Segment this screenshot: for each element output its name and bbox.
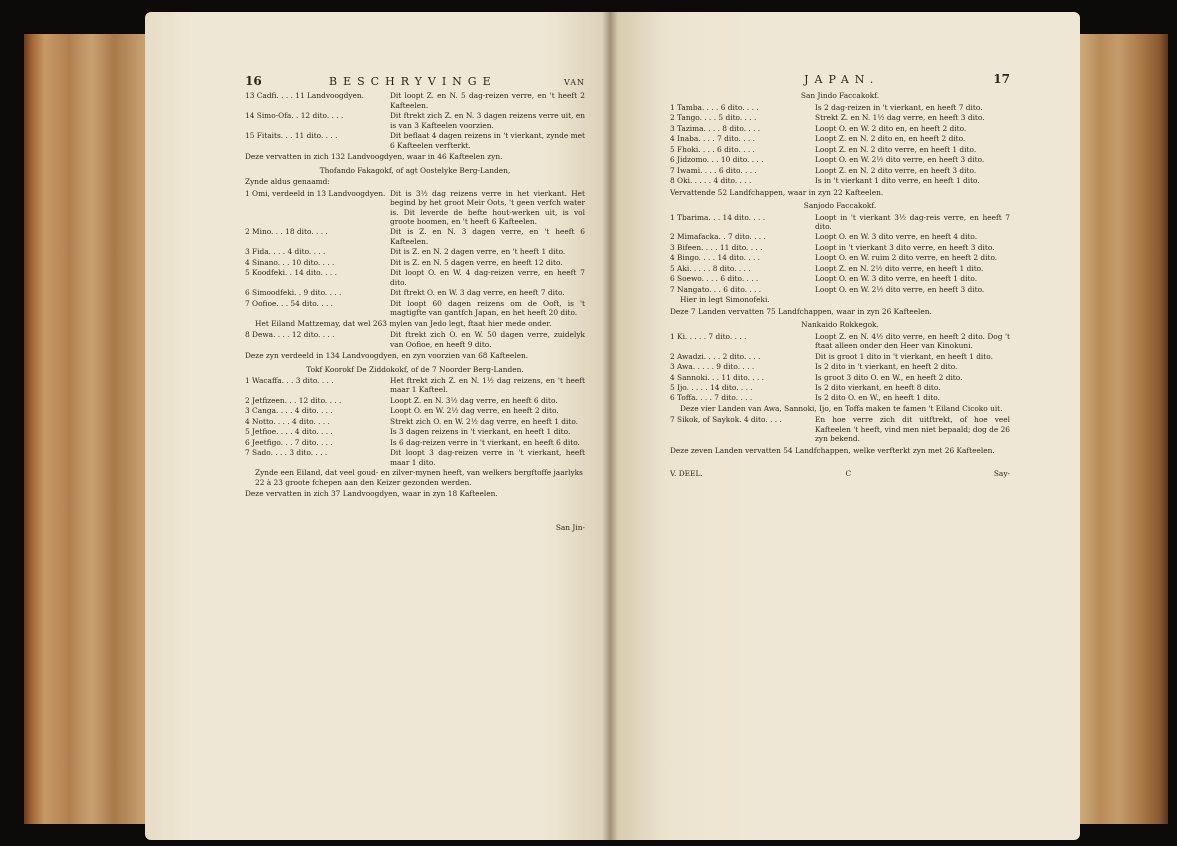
- entry-description: Loopt O. en W. 2 dito en, en heeft 2 dito.: [815, 123, 967, 133]
- entry-row: [670, 145, 1010, 154]
- entry-name: 13 Cadfi. . . . 11 Landvoogdyen.: [245, 91, 365, 101]
- entry-row: [670, 166, 1010, 175]
- entry-name: 2 Mimafacka. . 7 dito. . . .: [670, 232, 766, 242]
- entry-row: [245, 227, 585, 246]
- entry-description: Loopt Z. en N. 2 dito verre, en heeft 3 dito.: [815, 165, 977, 175]
- entry-description: Is 2 dito in 't vierkant, en heeft 2 dito.: [815, 362, 958, 372]
- entry-name: 8 Dewa. . . . 12 dito. . . .: [245, 330, 335, 340]
- entry-row: [670, 134, 1010, 143]
- running-head-van: VAN: [563, 78, 585, 87]
- entry-note: Deze vier Landen van Awa, Sannoki, Ijo, en Toffa maken te famen 't Eiland Cicoko uit.: [680, 403, 1003, 413]
- entry-list: [670, 213, 1010, 295]
- entry-row: [245, 448, 585, 467]
- entry-name: 4 Bingo. . . . 14 dito. . . .: [670, 253, 761, 263]
- entry-row: [245, 299, 585, 318]
- section-heading: Sanjodo Faccakokf.: [803, 201, 877, 211]
- entry-row: [245, 438, 585, 447]
- entry-row: [670, 383, 1010, 392]
- entry-list: [670, 103, 1010, 186]
- entry-description: Loopt O. en W. 2½ dag verre, en heeft 2 dito.: [390, 406, 559, 416]
- entry-name: 6 Jeetfigo. . . 7 dito. . . .: [245, 437, 333, 447]
- entry-description: Loopt O. en W. 3 dito verre, en heeft 4 dito.: [815, 232, 978, 242]
- entry-list: [245, 189, 585, 318]
- entry-row: [670, 253, 1010, 262]
- entry-row: [670, 415, 1010, 443]
- entry-row: [245, 427, 585, 436]
- open-book: [20, 12, 1168, 840]
- entry-description: Loopt Z. en N. 3½ dag verre, en heeft 6 dito.: [390, 395, 558, 405]
- entry-description: Dit ftrekt zich Z. en N. 3 dagen reizens verre uit, en is van 3 Kafteelen voorzien.: [390, 111, 585, 130]
- entry-description: Het ftrekt zich Z. en N. 1½ dag reizens, en 't heeft maar 1 Kafteel.: [390, 376, 585, 395]
- book-gutter: [602, 12, 618, 840]
- entry-name: 6 Jidzomo. . . 10 dito. . . .: [670, 155, 764, 165]
- entry-row: [245, 189, 585, 227]
- entry-description: Dit ftrekt zich O. en W. 50 dagen verre, zuidelyk van Oofioe, en heeft 9 dito.: [390, 330, 585, 349]
- entry-description: Loopt Z. en N. 2 dito en, en heeft 2 dito.: [815, 134, 966, 144]
- entry-name: 1 Tbarima. . . 14 dito. . . .: [670, 212, 766, 222]
- entry-name: 15 Fitaits. . . 11 dito. . . .: [245, 131, 338, 141]
- entry-row: [670, 232, 1010, 241]
- entry-list: [245, 330, 585, 349]
- entry-name: 6 Soewo. . . . 6 dito. . . .: [670, 274, 759, 284]
- left-page: [145, 12, 615, 840]
- section-heading: Thofando Fakagokf, of agt Oostelyke Berg-Landen,: [319, 165, 511, 175]
- entry-row: [245, 258, 585, 267]
- entry-name: 1 Ki. . . . . 7 dito. . . .: [670, 331, 747, 341]
- entry-row: [670, 124, 1010, 133]
- running-head-left: [245, 74, 585, 89]
- entry-row: [670, 352, 1010, 361]
- entry-row: [245, 417, 585, 426]
- entry-description: Dit beflaat 4 dagen reizens in 't vierkant, zynde met 6 Kafteelen verfterkt.: [390, 131, 585, 150]
- entry-description: Dit loopt 60 dagen reizens om de Ooft, is 't magtigfte van gantfch Japan, en het heeft 20 dito.: [390, 298, 585, 318]
- entry-row: [670, 213, 1010, 232]
- entry-name: 4 Sinano. . . 10 dito. . . .: [245, 257, 335, 267]
- entry-row: [670, 362, 1010, 371]
- entry-name: 2 Awadzi. . . . 2 dito. . . .: [670, 351, 761, 361]
- catchword: Say-: [993, 469, 1010, 479]
- entry-row: [670, 274, 1010, 283]
- entry-name: 14 Simo-Ofa. . 12 dito. . . .: [245, 111, 344, 121]
- entry-description: Loopt Z. en N. 2½ dito verre, en heeft 1 dito.: [815, 263, 984, 273]
- entry-description: Is 2 dag-reizen in 't vierkant, en heeft 7 dito.: [815, 102, 983, 112]
- entry-row: [670, 373, 1010, 382]
- entry-description: Loopt O. en W. 2½ dito verre, en heeft 3 dito.: [815, 155, 985, 165]
- summary: Deze vervatten in zich 132 Landvoogdyen, waar in 46 Kafteelen zyn.: [245, 152, 503, 162]
- entry-description: Is 2 dito O. en W., en heeft 1 dito.: [815, 393, 940, 403]
- entry-description: Loopt Z. en N. 2 dito verre, en heeft 1 dito.: [815, 144, 977, 154]
- right-page-text: [670, 72, 1010, 479]
- page-footer: [670, 469, 1010, 478]
- entry-name: 2 Mino. . . 18 dito. . . .: [245, 227, 328, 237]
- entry-description: Is 6 dag-reizen verre in 't vierkant, en heeft 6 dito.: [390, 437, 580, 447]
- entry-name: 5 Jetfioe. . . . 4 dito. . . .: [245, 427, 333, 437]
- entry-name: 6 Simoodfeki. . 9 dito. . . .: [245, 288, 342, 298]
- entry-list: [670, 415, 1010, 443]
- gathering-signature: C: [845, 469, 852, 479]
- entry-row: [670, 103, 1010, 112]
- section-heading: San Jindo Faccakokf.: [800, 91, 880, 101]
- entry-description: Dit ftrekt O. en W. 3 dag verre, en heeft 7 dito.: [390, 288, 565, 298]
- entry-description: Dit is 3½ dag reizens verre in het vierkant. Het begind by het groot Meir Oots, 't geen verfch water is. Dit leverde de befte hout-werken uit, is vol groote boomen, en 't heeft 6 Kafteelen.: [390, 188, 585, 226]
- entry-name: 7 Sikok, of Saykok. 4 dito. . . .: [670, 415, 782, 425]
- entry-description: Loopt in 't vierkant 3½ dag-reis verre, en heeft 7 dito.: [815, 212, 1010, 231]
- left-page-text: [245, 74, 585, 532]
- entry-name: 3 Bifeen. . . . 11 dito. . . .: [670, 242, 763, 252]
- section-intro: Zynde aldus genaamd:: [245, 177, 330, 187]
- entry-row: [245, 131, 585, 150]
- entry-name: 1 Wacaffa. . . 3 dito. . . .: [245, 376, 334, 386]
- right-page-edges: [1078, 34, 1168, 824]
- entry-description: Strekt zich O. en W. 2½ dag verre, en heeft 1 dito.: [390, 416, 579, 426]
- running-head-title: BESCHRYVINGE: [329, 75, 497, 88]
- entry-description: Dit loopt O. en W. 4 dag-reizen verre, en heeft 7 dito.: [390, 268, 585, 287]
- entry-list: [245, 91, 585, 150]
- entry-description: Loopt O. en W. ruim 2 dito verre, en heeft 2 dito.: [815, 253, 998, 263]
- entry-name: 5 Ijo. . . . . 14 dito. . . .: [670, 383, 753, 393]
- entry-name: 8 Oki. . . . . 4 dito. . . .: [670, 176, 752, 186]
- entry-description: Strekt Z. en N. 1½ dag verre, en heeft 3 dito.: [815, 113, 985, 123]
- entry-name: 7 Nangato. . . 6 dito. . . .: [670, 284, 762, 294]
- entry-row: [670, 243, 1010, 252]
- entry-row: [245, 247, 585, 256]
- entry-name: 5 Fhoki. . . . 6 dito. . . .: [670, 144, 755, 154]
- entry-description: Dit is Z. en N. 3 dagen verre, en 't heeft 6 Kafteelen.: [390, 227, 585, 246]
- entry-name: 3 Canga. . . . 4 dito. . . .: [245, 406, 333, 416]
- entry-description: Loopt in 't vierkant 3 dito verre, en heeft 3 dito.: [815, 242, 995, 252]
- entry-description: Dit is groot 1 dito in 't vierkant, en heeft 1 dito.: [815, 351, 993, 361]
- page-number: 17: [993, 72, 1010, 86]
- summary: Deze zeven Landen vervatten 54 Landfchappen, welke verfterkt zyn met 26 Kafteelen.: [670, 445, 995, 455]
- entry-name: 1 Tamba. . . . 6 dito. . . .: [670, 102, 759, 112]
- entry-description: Is 3 dagen reizens in 't vierkant, en heeft 1 dito.: [390, 427, 571, 437]
- entry-row: [670, 155, 1010, 164]
- entry-list: [670, 332, 1010, 403]
- running-head-right: [670, 72, 1010, 87]
- entry-name: 7 Iwami. . . . 6 dito. . . .: [670, 165, 757, 175]
- entry-name: 6 Toffa. . . . 7 dito. . . .: [670, 393, 753, 403]
- entry-name: 4 Sannoki. . . 11 dito. . . .: [670, 372, 765, 382]
- entry-name: 1 Omi, verdeeld in 13 Landvoogdyen.: [245, 188, 386, 198]
- entry-description: Dit loopt Z. en N. 5 dag-reizen verre, en 't heeft 2 Kafteelen.: [390, 91, 585, 110]
- entry-description: Loopt O. en W. 3 dito verre, en heeft 1 dito.: [815, 274, 978, 284]
- entry-name: 4 Inaba. . . . 7 dito. . . .: [670, 134, 755, 144]
- entry-description: Dit loopt 3 dag-reizen verre in 't vierkant, heeft maar 1 dito.: [390, 448, 585, 467]
- entry-row: [245, 91, 585, 110]
- section-heading: Nankaido Rokkegok.: [801, 320, 879, 330]
- entry-row: [670, 332, 1010, 351]
- entry-name: 5 Koodfeki. . 14 dito. . . .: [245, 268, 337, 278]
- entry-row: [670, 176, 1010, 185]
- entry-row: [245, 376, 585, 395]
- entry-description: Dit is Z. en N. 5 dagen verre, en heeft 12 dito.: [390, 257, 563, 267]
- entry-name: 2 Tango. . . . 5 dito. . . .: [670, 113, 757, 123]
- entry-row: [245, 330, 585, 349]
- entry-row: [245, 406, 585, 415]
- summary: Deze zyn verdeeld in 134 Landvoogdyen, en zyn voorzien van 68 Kafteelen.: [245, 351, 529, 361]
- entry-name: 4 Notto. . . . 4 dito. . . .: [245, 416, 330, 426]
- entry-name: 3 Awa. . . . . 9 dito. . . .: [670, 362, 755, 372]
- entry-row: [670, 113, 1010, 122]
- entry-description: Is 2 dito vierkant, en heeft 8 dito.: [815, 383, 941, 393]
- entry-name: 7 Oofioe. . . 54 dito. . . .: [245, 298, 333, 308]
- entry-name: 3 Tazima. . . . 8 dito. . . .: [670, 123, 761, 133]
- entry-row: [670, 264, 1010, 273]
- entry-description: Loopt O. en W. 2½ dito verre, en heeft 3 dito.: [815, 284, 985, 294]
- entry-row: [245, 111, 585, 130]
- entry-description: Loopt Z. en N. 4½ dito verre, en heeft 2 dito. Dog 't ftaat alleen onder den Heer van Kinokuni.: [815, 331, 1010, 351]
- entry-row: [670, 285, 1010, 294]
- entry-note: Zynde een Eiland, dat veel goud- en zilver-mynen heeft, van welkers bergftoffe jaarlyks 22 à 23 groote fchepen aan den Keizer gezonden werden.: [255, 468, 583, 487]
- summary: Vervattende 52 Landfchappen, waar in zyn 22 Kafteelen.: [670, 187, 884, 197]
- entry-description: Is in 't vierkant 1 dito verre, en heeft 1 dito.: [815, 176, 980, 186]
- running-head-title: JAPAN.: [804, 73, 880, 86]
- summary: Deze vervatten in zich 37 Landvoogdyen, waar in zyn 18 Kafteelen.: [245, 489, 498, 499]
- entry-name: 3 Fida. . . . 4 dito. . . .: [245, 247, 326, 257]
- entry-note: Het Eiland Mattzemay, dat wel 263 mylen van Jedo legt, ftaat hier mede onder.: [255, 318, 552, 328]
- entry-description: En hoe verre zich dit uitftrekt, of hoe veel Kafteelen 't heeft, vind men niet bepaald; dog de 26 zyn bekend.: [815, 415, 1010, 444]
- right-page: [610, 12, 1080, 840]
- entry-row: [245, 268, 585, 287]
- entry-name: 7 Sado. . . . 3 dito. . . .: [245, 448, 328, 458]
- entry-name: 5 Aki. . . . . 8 dito. . . .: [670, 263, 751, 273]
- entry-description: Is groot 3 dito O. en W., en heeft 2 dito.: [815, 372, 963, 382]
- entry-row: [670, 393, 1010, 402]
- section-heading: Tokf Koorokf De Ziddokokf, of de 7 Noorder Berg-Landen.: [306, 364, 524, 374]
- summary: Deze 7 Landen vervatten 75 Landfchappen, waar in zyn 26 Kafteelen.: [670, 306, 932, 316]
- entry-list: [245, 376, 585, 467]
- page-number: 16: [245, 74, 262, 88]
- volume-signature: V. DEEL.: [670, 469, 703, 479]
- entry-note: Hier in legt Simonofeki.: [680, 295, 770, 305]
- entry-name: 2 Jetfizeen. . . 12 dito. . . .: [245, 395, 342, 405]
- entry-row: [245, 288, 585, 297]
- catchword: San Jin-: [555, 522, 585, 532]
- entry-row: [245, 396, 585, 405]
- entry-description: Dit is Z. en N. 2 dagen verre, en 't heeft 1 dito.: [390, 247, 566, 257]
